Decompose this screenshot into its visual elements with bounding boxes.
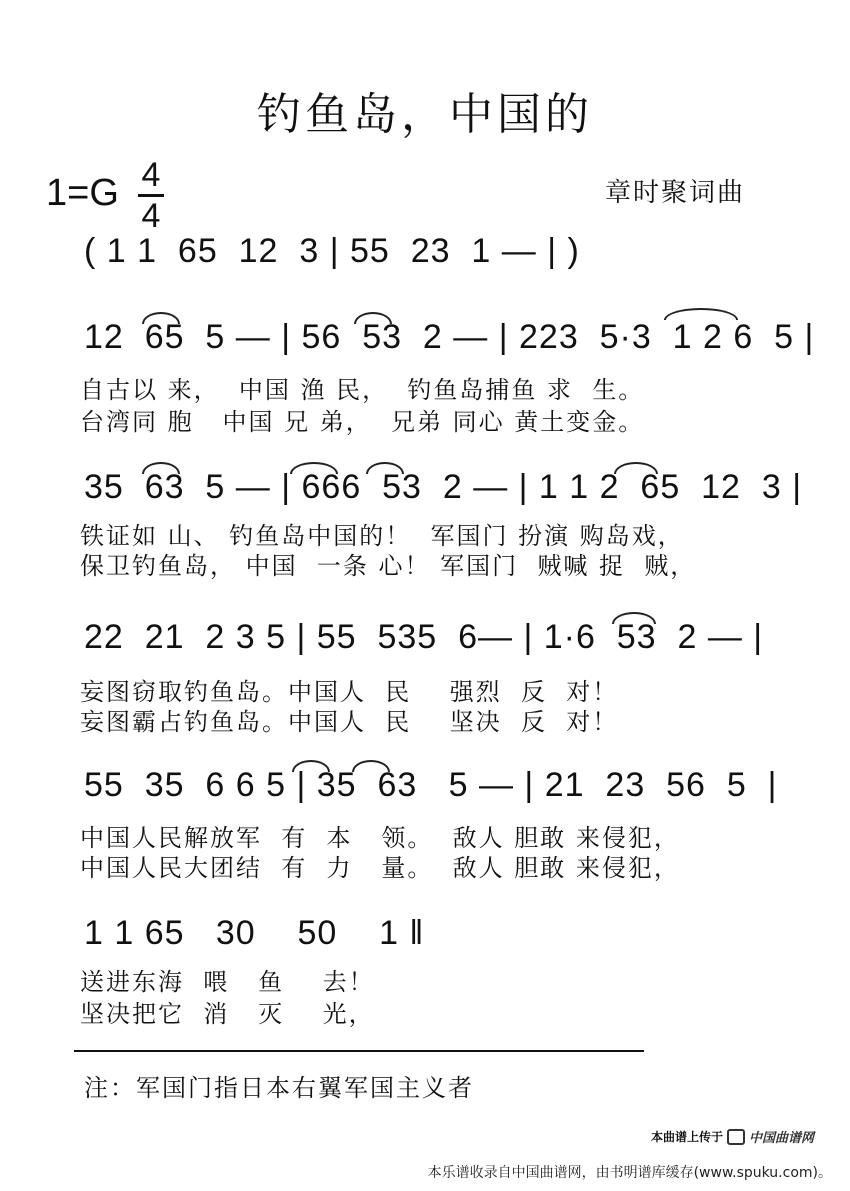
time-signature	[134, 158, 168, 233]
footnote-divider	[74, 1050, 644, 1052]
composer-credit: 章时聚词曲	[604, 178, 745, 208]
slur	[142, 312, 180, 324]
key-signature: 1=G	[46, 172, 119, 214]
lyric-line-5a: 送进东海 喂 鱼 去！	[80, 968, 375, 996]
lyric-line-3a: 妄图窃取钓鱼岛。中国人 民 强烈 反 对！	[80, 678, 619, 706]
lyric-line-4b: 中国人民大团结 有 力 量。 敌人 胆敢 来侵犯，	[80, 854, 680, 882]
lyric-line-1b: 台湾同 胞 中国 兄 弟， 兄弟 同心 黄土变金。	[80, 408, 645, 436]
time-signature-bottom: 4	[141, 197, 161, 235]
upload-label: 本曲谱上传于	[650, 1130, 723, 1144]
source-note: 本乐谱收录自中国曲谱网，由书明谱库缓存(www.spuku.com)。	[427, 1165, 832, 1181]
slur	[354, 312, 392, 324]
slur	[614, 462, 658, 474]
lyric-line-5b: 坚决把它 消 灭 光，	[80, 1000, 375, 1028]
music-line-4: 55 35 6 6 5 | 35 63 5 — | 21 23 56 5 |	[84, 766, 778, 804]
lyric-line-2a: 铁证如 山、 钓鱼岛中国的！ 军国门 扮演 购岛戏，	[80, 522, 684, 550]
footnote: 注：军国门指日本右翼军国主义者	[84, 1074, 474, 1102]
music-line-2: 35 63 5 — | 666 53 2 — | 1 1 2 65 12 3 |	[84, 468, 803, 506]
lyric-line-1a: 自古以 来， 中国 渔 民， 钓鱼岛捕鱼 求 生。	[80, 376, 645, 404]
page-title: 钓鱼岛，中国的	[257, 89, 593, 140]
site-logo-icon	[727, 1129, 745, 1145]
music-line-3: 22 21 2 3 5 | 55 535 6— | 1·6 53 2 — |	[84, 618, 764, 656]
slur	[290, 462, 338, 474]
lyric-line-3b: 妄图霸占钓鱼岛。中国人 民 坚决 反 对！	[80, 708, 619, 736]
slur	[366, 462, 404, 474]
upload-site: 中国曲谱网	[748, 1131, 814, 1146]
lyric-line-4a: 中国人民解放军 有 本 领。 敌人 胆敢 来侵犯，	[80, 824, 680, 852]
time-signature-top: 4	[141, 156, 161, 194]
slur	[664, 308, 738, 320]
music-line-1: 12 65 5 — | 56 53 2 — | 223 5·3 1 2 6 5 |	[84, 318, 815, 356]
slur	[352, 760, 390, 772]
intro-line: ( 1 1 65 12 3 | 55 23 1 — | )	[84, 232, 580, 270]
lyric-line-2b: 保卫钓鱼岛， 中国 一条 心！ 军国门 贼喊 捉 贼，	[80, 552, 697, 580]
music-line-5: 1 1 65 30 50 1 ‖	[84, 914, 425, 952]
upload-credit	[651, 1127, 814, 1146]
slur	[292, 760, 330, 772]
slur	[142, 462, 180, 474]
slur	[612, 612, 656, 624]
